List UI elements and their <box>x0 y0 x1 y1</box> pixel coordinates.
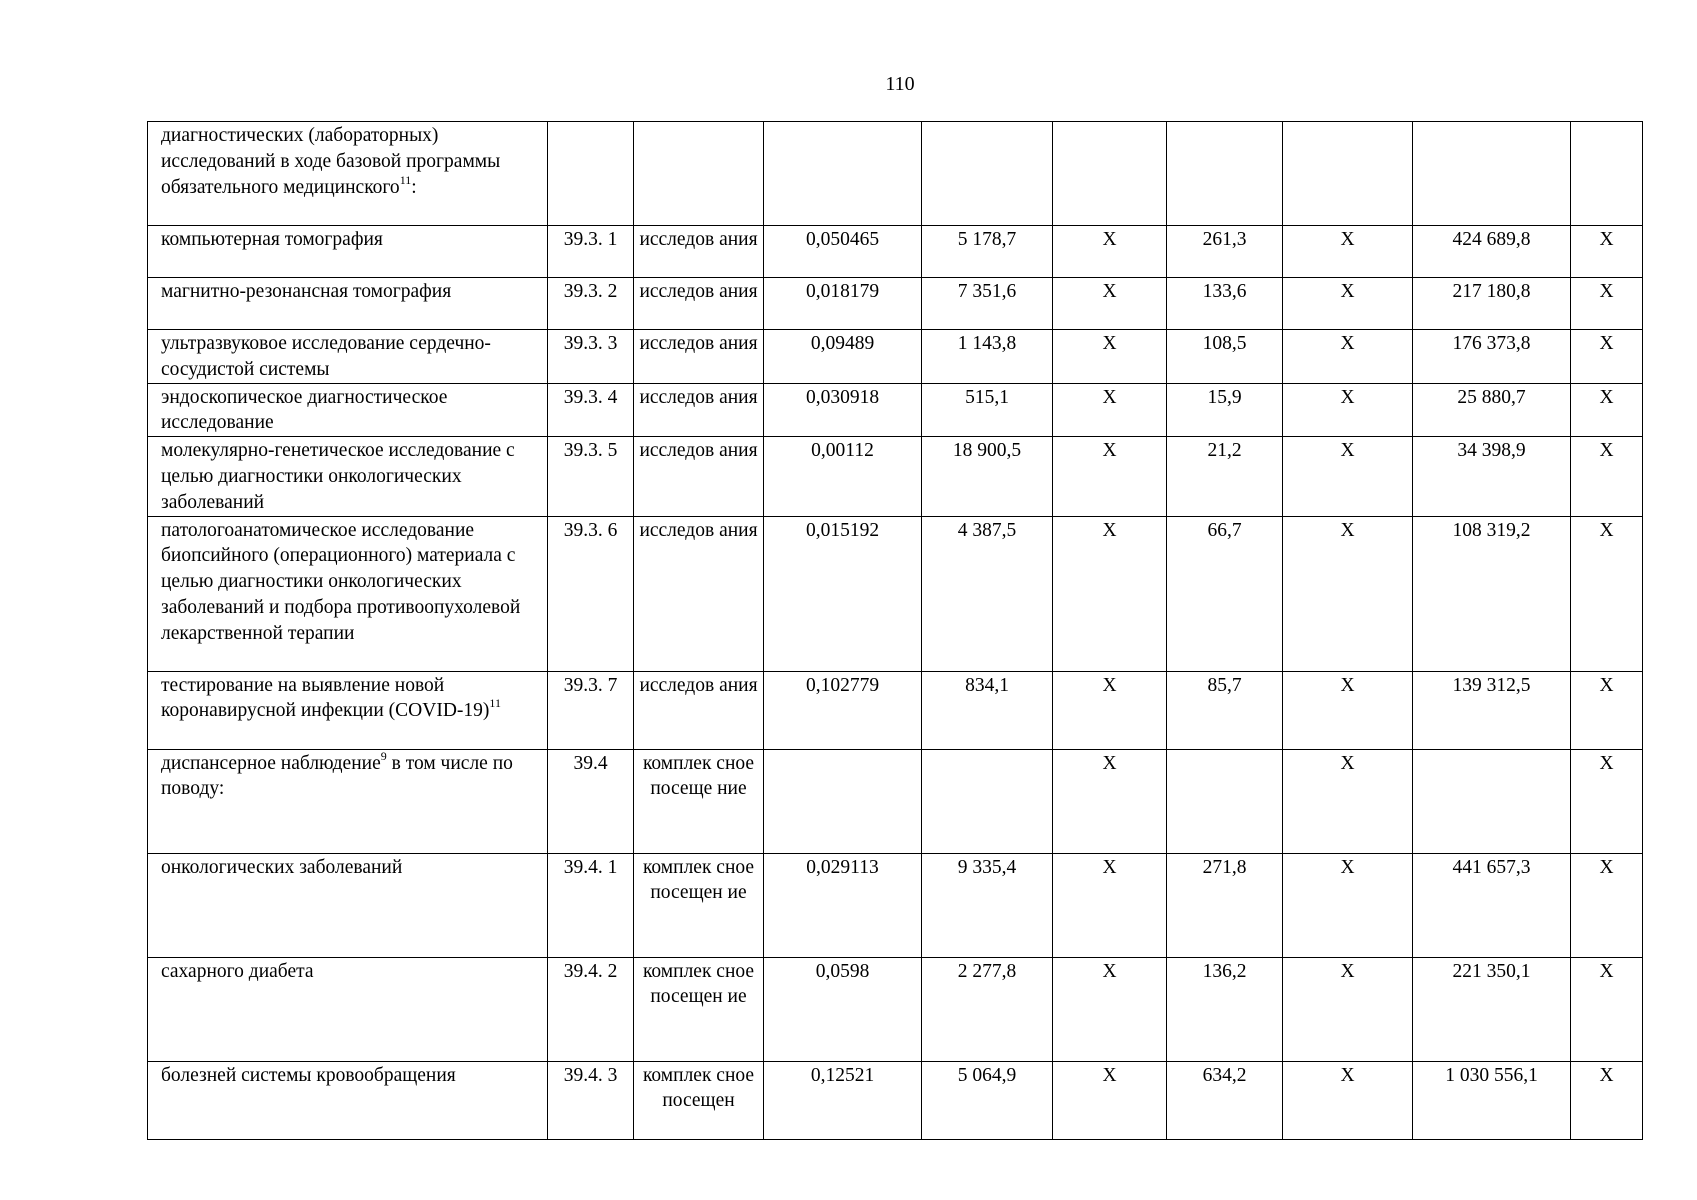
row-x-cell: X <box>1283 226 1413 278</box>
row-name-cell <box>148 671 548 749</box>
row-cost-cell: 2 277,8 <box>922 957 1053 1061</box>
row-norm-cell: 0,0598 <box>764 957 922 1061</box>
row-x-cell: X <box>1283 957 1413 1061</box>
row-name-text: сахарного диабета <box>161 960 314 982</box>
row-name-cell <box>148 330 548 384</box>
row-name-text: магнитно-резонансная томография <box>161 281 452 302</box>
row-per-capita-cell: 133,6 <box>1167 278 1283 330</box>
table-row <box>148 671 1643 749</box>
row-per-capita-cell <box>1167 749 1283 853</box>
row-norm-cell <box>764 122 922 226</box>
table-row <box>148 957 1643 1061</box>
row-x-cell: X <box>1283 330 1413 384</box>
table-body <box>148 122 1643 1140</box>
row-per-capita-cell: 85,7 <box>1167 671 1283 749</box>
row-total-cell: 25 880,7 <box>1413 383 1571 437</box>
row-unit-cell: исследов ания <box>634 278 764 330</box>
row-x-cell: X <box>1571 1061 1643 1139</box>
row-unit-cell: комплек сное посеще ние <box>634 749 764 853</box>
row-cost-cell: 1 143,8 <box>922 330 1053 384</box>
row-norm-cell <box>764 749 922 853</box>
row-norm-cell: 0,12521 <box>764 1061 922 1139</box>
row-norm-cell: 0,102779 <box>764 671 922 749</box>
row-cost-cell: 834,1 <box>922 671 1053 749</box>
row-x-cell: X <box>1571 437 1643 516</box>
row-x-cell: X <box>1571 957 1643 1061</box>
row-unit-cell: исследов ания <box>634 516 764 671</box>
row-per-capita-cell: 261,3 <box>1167 226 1283 278</box>
row-cost-cell: 5 064,9 <box>922 1061 1053 1139</box>
table-row <box>148 383 1643 437</box>
table-row <box>148 749 1643 853</box>
footnote-ref: 9 <box>380 749 387 763</box>
row-x-cell: X <box>1283 278 1413 330</box>
row-norm-cell: 0,00112 <box>764 437 922 516</box>
row-code-cell: 39.3. 3 <box>548 330 634 384</box>
row-x-cell: X <box>1053 1061 1167 1139</box>
row-code-cell: 39.4 <box>548 749 634 853</box>
row-x-cell: X <box>1053 671 1167 749</box>
row-x-cell: X <box>1283 671 1413 749</box>
row-cost-cell: 5 178,7 <box>922 226 1053 278</box>
row-name-cell <box>148 437 548 516</box>
footnote-ref: 11 <box>399 172 412 187</box>
row-name-cell <box>148 278 548 330</box>
row-total-cell: 108 319,2 <box>1413 516 1571 671</box>
row-name-suffix: : <box>411 176 417 198</box>
row-per-capita-cell: 21,2 <box>1167 437 1283 516</box>
row-per-capita-cell: 15,9 <box>1167 383 1283 437</box>
row-unit-cell <box>634 122 764 226</box>
row-name-cell <box>148 1061 548 1139</box>
row-x-cell: X <box>1053 957 1167 1061</box>
row-x-cell <box>1283 122 1413 226</box>
row-code-cell: 39.3. 2 <box>548 278 634 330</box>
row-name-text: тестирование на выявление новой коронавирусной инфекции (COVID-19) <box>161 674 490 722</box>
row-name-text: диагностических (лабораторных) исследований в ходе базовой программы обязательного медицинского <box>161 125 501 198</box>
row-total-cell: 34 398,9 <box>1413 437 1571 516</box>
row-unit-cell: комплек сное посещен ие <box>634 957 764 1061</box>
row-total-cell: 424 689,8 <box>1413 226 1571 278</box>
row-cost-cell: 7 351,6 <box>922 278 1053 330</box>
row-name-text: онкологических заболеваний <box>161 856 403 878</box>
row-unit-cell: исследов ания <box>634 383 764 437</box>
table-row <box>148 278 1643 330</box>
row-name-suffix: в том числе по поводу: <box>161 752 513 800</box>
row-x-cell: X <box>1283 437 1413 516</box>
row-x-cell: X <box>1053 330 1167 384</box>
table-row <box>148 516 1643 671</box>
row-x-cell <box>1571 122 1643 226</box>
row-code-cell: 39.4. 1 <box>548 853 634 957</box>
row-total-cell <box>1413 749 1571 853</box>
row-unit-cell: комплек сное посещен ие <box>634 853 764 957</box>
footnote-ref: 11 <box>489 696 501 711</box>
row-code-cell: 39.3. 1 <box>548 226 634 278</box>
row-unit-cell: комплек сное посещен <box>634 1061 764 1139</box>
row-per-capita-cell: 108,5 <box>1167 330 1283 384</box>
row-name-cell <box>148 122 548 226</box>
row-norm-cell: 0,050465 <box>764 226 922 278</box>
row-norm-cell: 0,015192 <box>764 516 922 671</box>
row-x-cell: X <box>1571 671 1643 749</box>
row-name-text: болезней системы кровообращения <box>161 1064 456 1086</box>
row-cost-cell: 515,1 <box>922 383 1053 437</box>
row-code-cell: 39.3. 5 <box>548 437 634 516</box>
row-code-cell: 39.3. 6 <box>548 516 634 671</box>
row-cost-cell: 4 387,5 <box>922 516 1053 671</box>
row-cost-cell: 18 900,5 <box>922 437 1053 516</box>
row-cost-cell <box>922 122 1053 226</box>
row-code-cell: 39.3. 7 <box>548 671 634 749</box>
table-row <box>148 122 1643 226</box>
row-total-cell: 139 312,5 <box>1413 671 1571 749</box>
row-total-cell: 221 350,1 <box>1413 957 1571 1061</box>
row-unit-cell: исследов ания <box>634 437 764 516</box>
row-norm-cell: 0,018179 <box>764 278 922 330</box>
table-row <box>148 330 1643 384</box>
row-norm-cell: 0,030918 <box>764 383 922 437</box>
row-unit-cell: исследов ания <box>634 330 764 384</box>
row-code-cell <box>548 122 634 226</box>
row-per-capita-cell: 136,2 <box>1167 957 1283 1061</box>
row-name-text: патологоанатомическое исследование биопсийного (операционного) материала с целью диагностики онкологических заболеваний и подбора противоопухолевой лекарственной терапии <box>161 519 521 644</box>
row-name-text: ультразвуковое исследование сердечно-сосудистой системы <box>161 333 491 380</box>
row-x-cell: X <box>1571 516 1643 671</box>
row-name-text: эндоскопическое диагностическое исследование <box>161 386 448 434</box>
table-row <box>148 437 1643 516</box>
row-x-cell: X <box>1053 278 1167 330</box>
row-x-cell: X <box>1571 749 1643 853</box>
row-x-cell: X <box>1571 226 1643 278</box>
row-code-cell: 39.4. 3 <box>548 1061 634 1139</box>
page-number: 110 <box>885 73 915 95</box>
row-x-cell: X <box>1053 383 1167 437</box>
table-row <box>148 226 1643 278</box>
row-total-cell <box>1413 122 1571 226</box>
row-cost-cell: 9 335,4 <box>922 853 1053 957</box>
row-code-cell: 39.4. 2 <box>548 957 634 1061</box>
row-x-cell: X <box>1053 749 1167 853</box>
row-name-text: диспансерное наблюдение <box>161 752 381 774</box>
funding-table <box>147 121 1643 1140</box>
table-row <box>148 853 1643 957</box>
row-name-cell <box>148 226 548 278</box>
row-total-cell: 176 373,8 <box>1413 330 1571 384</box>
row-total-cell: 217 180,8 <box>1413 278 1571 330</box>
row-x-cell: X <box>1571 853 1643 957</box>
row-x-cell: X <box>1571 278 1643 330</box>
row-x-cell: X <box>1283 516 1413 671</box>
row-x-cell: X <box>1571 330 1643 384</box>
row-name-cell <box>148 749 548 853</box>
row-norm-cell: 0,029113 <box>764 853 922 957</box>
row-x-cell: X <box>1053 853 1167 957</box>
row-x-cell: X <box>1053 226 1167 278</box>
row-x-cell: X <box>1053 437 1167 516</box>
row-name-cell <box>148 383 548 437</box>
row-x-cell: X <box>1283 1061 1413 1139</box>
row-name-cell <box>148 516 548 671</box>
row-per-capita-cell <box>1167 122 1283 226</box>
row-per-capita-cell: 66,7 <box>1167 516 1283 671</box>
row-per-capita-cell: 271,8 <box>1167 853 1283 957</box>
row-x-cell: X <box>1283 383 1413 437</box>
row-x-cell: X <box>1283 853 1413 957</box>
row-unit-cell: исследов ания <box>634 226 764 278</box>
row-x-cell: X <box>1283 749 1413 853</box>
row-name-cell <box>148 853 548 957</box>
row-code-cell: 39.3. 4 <box>548 383 634 437</box>
row-norm-cell: 0,09489 <box>764 330 922 384</box>
row-total-cell: 441 657,3 <box>1413 853 1571 957</box>
row-x-cell <box>1053 122 1167 226</box>
row-name-text: компьютерная томография <box>161 229 383 250</box>
row-total-cell: 1 030 556,1 <box>1413 1061 1571 1139</box>
row-cost-cell <box>922 749 1053 853</box>
row-x-cell: X <box>1571 383 1643 437</box>
row-x-cell: X <box>1053 516 1167 671</box>
row-name-cell <box>148 957 548 1061</box>
table-row <box>148 1061 1643 1139</box>
row-unit-cell: исследов ания <box>634 671 764 749</box>
row-per-capita-cell: 634,2 <box>1167 1061 1283 1139</box>
row-name-text: молекулярно-генетическое исследование с целью диагностики онкологических заболеваний <box>161 440 515 513</box>
